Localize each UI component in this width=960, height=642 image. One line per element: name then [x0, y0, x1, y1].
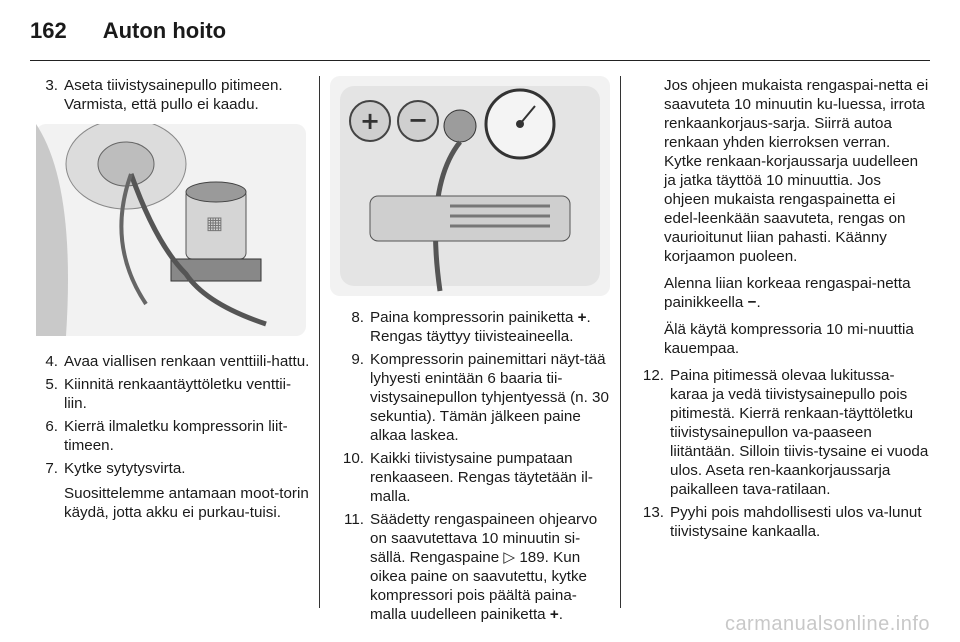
page-header — [30, 18, 226, 50]
column-2 — [330, 76, 610, 628]
compressor-image — [330, 76, 610, 296]
step-content — [370, 510, 610, 624]
step-6 — [30, 417, 310, 455]
column-divider-1 — [319, 76, 320, 608]
step-4 — [30, 352, 310, 371]
paragraph-pressure-not-reached: Jos ohjeen mukaista rengaspai-netta ei saavuteta 10 minuutin ku-luessa, irrota renkaankorjaus-sarja. Siirrä autoa renkaan yhden kierroksen verran. Kytke renkaan-korjaussarja uudelleen ja jatka täyttöä 10 minuuttia. Jos ohjeen mukaista rengaspainetta ei edel-leenkään saavuteta, rengas on vaurioitunut liian pahasti. Käänny korjaamon puoleen. — [664, 77, 929, 265]
step-text: Aseta tiivistysainepullo pitimeen. Varmista, että pullo ei kaadu. — [64, 77, 283, 113]
watermark: carmanualsonline.info — [724, 613, 930, 635]
step-9 — [330, 350, 610, 445]
step-note: Suosittelemme antamaan moot-torin käydä, jotta akku ei purkau-tuisi. — [64, 485, 309, 521]
step-text: Pyyhi pois mahdollisesti ulos va-lunut tiivistysaine kankaalla. — [670, 504, 922, 540]
column-1 — [30, 76, 310, 526]
svg-text:−: − — [408, 106, 429, 134]
step-text: Paina kompressorin painiketta — [370, 309, 578, 326]
step-number: 4. — [45, 353, 58, 370]
page-reference-icon: ▷ — [503, 549, 516, 566]
page-reference-link[interactable]: 189 — [519, 549, 545, 566]
step-text: Kytke sytytysvirta. — [64, 460, 186, 477]
step-11 — [330, 510, 610, 624]
step-content — [370, 308, 610, 346]
header-divider — [30, 60, 930, 61]
step-number: 12. — [642, 367, 664, 384]
step-content — [64, 459, 310, 522]
plus-icon: + — [549, 606, 559, 623]
page-title: Auton hoito — [102, 18, 227, 43]
step-number: 11. — [344, 511, 364, 528]
step-text: Avaa viallisen renkaan venttiili-hattu. — [64, 353, 310, 370]
step-7 — [30, 459, 310, 522]
svg-text:+: + — [360, 107, 381, 135]
step-text: Kierrä ilmaletku kompressorin liit-timeen. — [64, 418, 288, 454]
step-10 — [330, 449, 610, 506]
step-text: Kaikki tiivistysaine pumpataan renkaaseen. Rengas täytetään il-malla. — [370, 450, 593, 505]
svg-text:▦: ▦ — [206, 213, 224, 234]
step-number: 3. — [45, 77, 58, 94]
step-text: Kiinnitä renkaantäyttöletku venttii-liin. — [64, 376, 292, 412]
step-number: 13. — [642, 504, 664, 521]
step-text: Kompressorin painemittari näyt-tää lyhyesti enintään 6 baaria tii-vistysainepullon tyhjentyessä (n. 30 sekuntia). Tämän jälkeen paine alkaa laskea. — [370, 351, 609, 444]
step-number: 6. — [45, 418, 58, 435]
sealant-bottle-image — [36, 124, 306, 336]
paragraph-text: Alenna liian korkeaa rengaspai-netta painikkeella — [664, 275, 911, 311]
page-number: 162 — [30, 18, 67, 43]
step-number: 9. — [351, 351, 364, 368]
sealant-bottle-illustration — [36, 124, 306, 336]
paragraph-text: . — [756, 294, 761, 311]
step-text: . — [558, 606, 563, 623]
step-number: 10. — [342, 450, 364, 467]
step-text: . Rengas täyttyy tiivisteaineella. — [370, 309, 591, 345]
column-divider-2 — [620, 76, 621, 608]
column-3 — [630, 76, 930, 545]
step-text: Paina pitimessä olevaa lukitussa-karaa ja vedä tiivistysainepullo pois pitimestä. Kierrä renkaan-täyttöletku tiivistysainepullon va-paaseen liitäntään. Silloin tiivis-tysaine ei vuoda ulos. Aseta ren-kaankorjaussarja paikalleen tava-ratilaan. — [670, 367, 929, 498]
paragraph-compressor-limit: Älä käytä kompressoria 10 mi-nuuttia kauempaa. — [664, 321, 914, 357]
paragraph-reduce-pressure — [630, 274, 930, 312]
step-number: 5. — [45, 376, 58, 393]
step-8 — [330, 308, 610, 346]
step-3 — [30, 76, 310, 114]
compressor-illustration — [330, 76, 610, 296]
step-5 — [30, 375, 310, 413]
step-text: Säädetty rengaspaineen ohjearvo on saavutettava 10 minuutin si-sällä. Rengaspaine — [370, 511, 598, 566]
step-number: 7. — [45, 460, 58, 477]
step-number: 8. — [351, 309, 364, 326]
step-12 — [630, 366, 930, 499]
plus-icon: + — [577, 309, 587, 326]
minus-icon: − — [747, 294, 757, 311]
step-text: . Kun oikea paine on saavutettu, kytke kompressori pois päältä paina-malla uudelleen painiketta — [370, 549, 587, 623]
step-13 — [630, 503, 930, 541]
